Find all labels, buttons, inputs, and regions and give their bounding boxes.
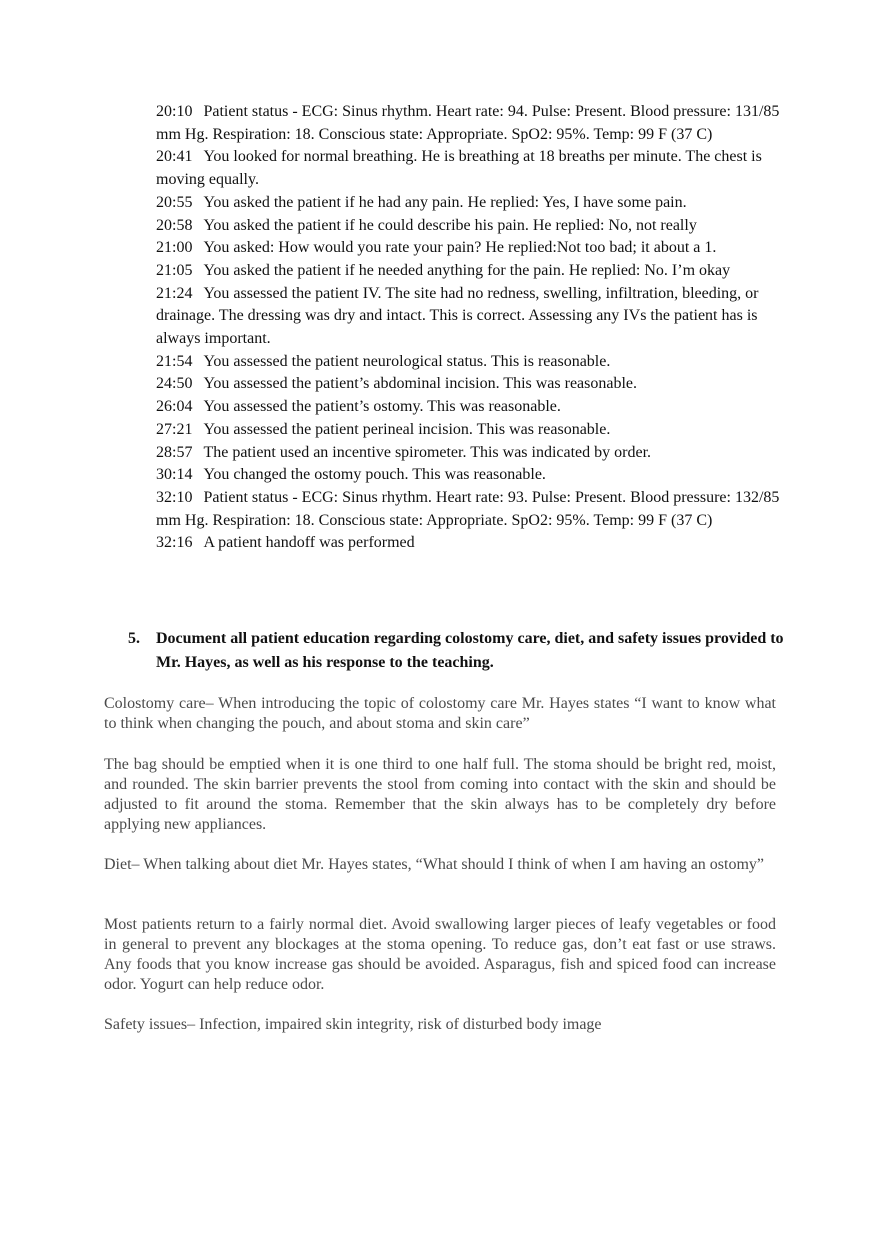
simulation-log [156, 101, 781, 555]
diet-intro: Diet– When talking about diet Mr. Hayes states, “What should I think of when I am having an ostomy” [104, 856, 765, 873]
log-time: 27:21 [156, 420, 193, 438]
log-text: You assessed the patient perineal incision. This was reasonable. [203, 420, 611, 438]
log-entry [156, 101, 781, 146]
log-entry [156, 419, 781, 442]
log-entry [156, 192, 781, 215]
log-text: You asked the patient if he could describe his pain. He replied: No, not really [203, 216, 697, 234]
log-entry [156, 464, 781, 487]
log-entry [156, 442, 781, 465]
log-text: You asked: How would you rate your pain? He replied:Not too bad; it about a 1. [203, 239, 717, 257]
log-time: 20:41 [156, 148, 193, 166]
log-text: Patient status - ECG: Sinus rhythm. Heart rate: 93. Pulse: Present. Blood pressure: 132/85 mm Hg. Respiration: 18. Conscious state: Appropriate. SpO2: 95%. Temp: 99 F (37 C) [156, 488, 780, 529]
log-time: 20:55 [156, 193, 193, 211]
log-entry [156, 351, 781, 374]
colostomy-care-intro: Colostomy care– When introducing the topic of colostomy care Mr. Hayes states “I want to know what to think when changing the pouch, and about stoma and skin care” [104, 695, 776, 732]
log-text: You assessed the patient’s abdominal incision. This was reasonable. [203, 375, 638, 393]
log-time: 32:16 [156, 534, 193, 552]
log-time: 21:05 [156, 261, 193, 279]
diet-body: Most patients return to a fairly normal diet. Avoid swallowing larger pieces of leafy vegetables or food in general to prevent any blockages at the stoma opening. To reduce gas, don’t eat fast or use straws. Any foods that you know increase gas should be avoided. Asparagus, fish and spiced food can increase odor. Yogurt can help reduce odor. [104, 916, 776, 993]
log-text: You asked the patient if he had any pain. He replied: Yes, I have some pain. [203, 193, 687, 211]
log-entry [156, 373, 781, 396]
log-entry [156, 396, 781, 419]
log-entry [156, 260, 781, 283]
log-time: 26:04 [156, 398, 193, 416]
log-time: 21:00 [156, 239, 193, 257]
log-text: You assessed the patient neurological status. This is reasonable. [203, 352, 611, 370]
log-text: The patient used an incentive spirometer. This was indicated by order. [203, 443, 652, 461]
question-text: Document all patient education regarding colostomy care, diet, and safety issues provided to Mr. Hayes, as well as his response to the teaching. [156, 630, 784, 671]
log-entry [156, 146, 781, 191]
log-time: 21:24 [156, 284, 193, 302]
log-text: Patient status - ECG: Sinus rhythm. Heart rate: 94. Pulse: Present. Blood pressure: 131/85 mm Hg. Respiration: 18. Conscious state: Appropriate. SpO2: 95%. Temp: 99 F (37 C) [156, 103, 780, 143]
log-text: You assessed the patient’s ostomy. This was reasonable. [203, 398, 561, 416]
log-time: 32:10 [156, 488, 193, 506]
log-text: You assessed the patient IV. The site had no redness, swelling, infiltration, bleeding, or drainage. The dressing was dry and intact. This is correct. Assessing any IVs the patient has is always important. [156, 284, 759, 348]
question-heading [128, 627, 788, 675]
log-time: 30:14 [156, 466, 193, 484]
log-text: A patient handoff was performed [203, 534, 415, 552]
log-text: You changed the ostomy pouch. This was reasonable. [203, 466, 546, 484]
log-time: 20:58 [156, 216, 193, 234]
log-entry [156, 532, 781, 555]
question-number: 5. [128, 630, 140, 647]
log-time: 24:50 [156, 375, 193, 393]
safety-issues: Safety issues– Infection, impaired skin integrity, risk of disturbed body image [104, 1016, 602, 1033]
log-entry [156, 283, 781, 351]
log-entry [156, 487, 781, 532]
log-entry [156, 215, 781, 238]
log-text: You asked the patient if he needed anything for the pain. He replied: No. I’m okay [203, 261, 731, 279]
log-entry [156, 237, 781, 260]
colostomy-care-body: The bag should be emptied when it is one third to one half full. The stoma should be bright red, moist, and rounded. The skin barrier prevents the stool from coming into contact with the skin and should be adjusted to fit around the stoma. Remember that the skin always has to be completely dry before applying new appliances. [104, 756, 776, 833]
log-text: You looked for normal breathing. He is breathing at 18 breaths per minute. The chest is moving equally. [156, 148, 762, 189]
log-time: 21:54 [156, 352, 193, 370]
log-time: 28:57 [156, 443, 193, 461]
log-time: 20:10 [156, 103, 193, 120]
